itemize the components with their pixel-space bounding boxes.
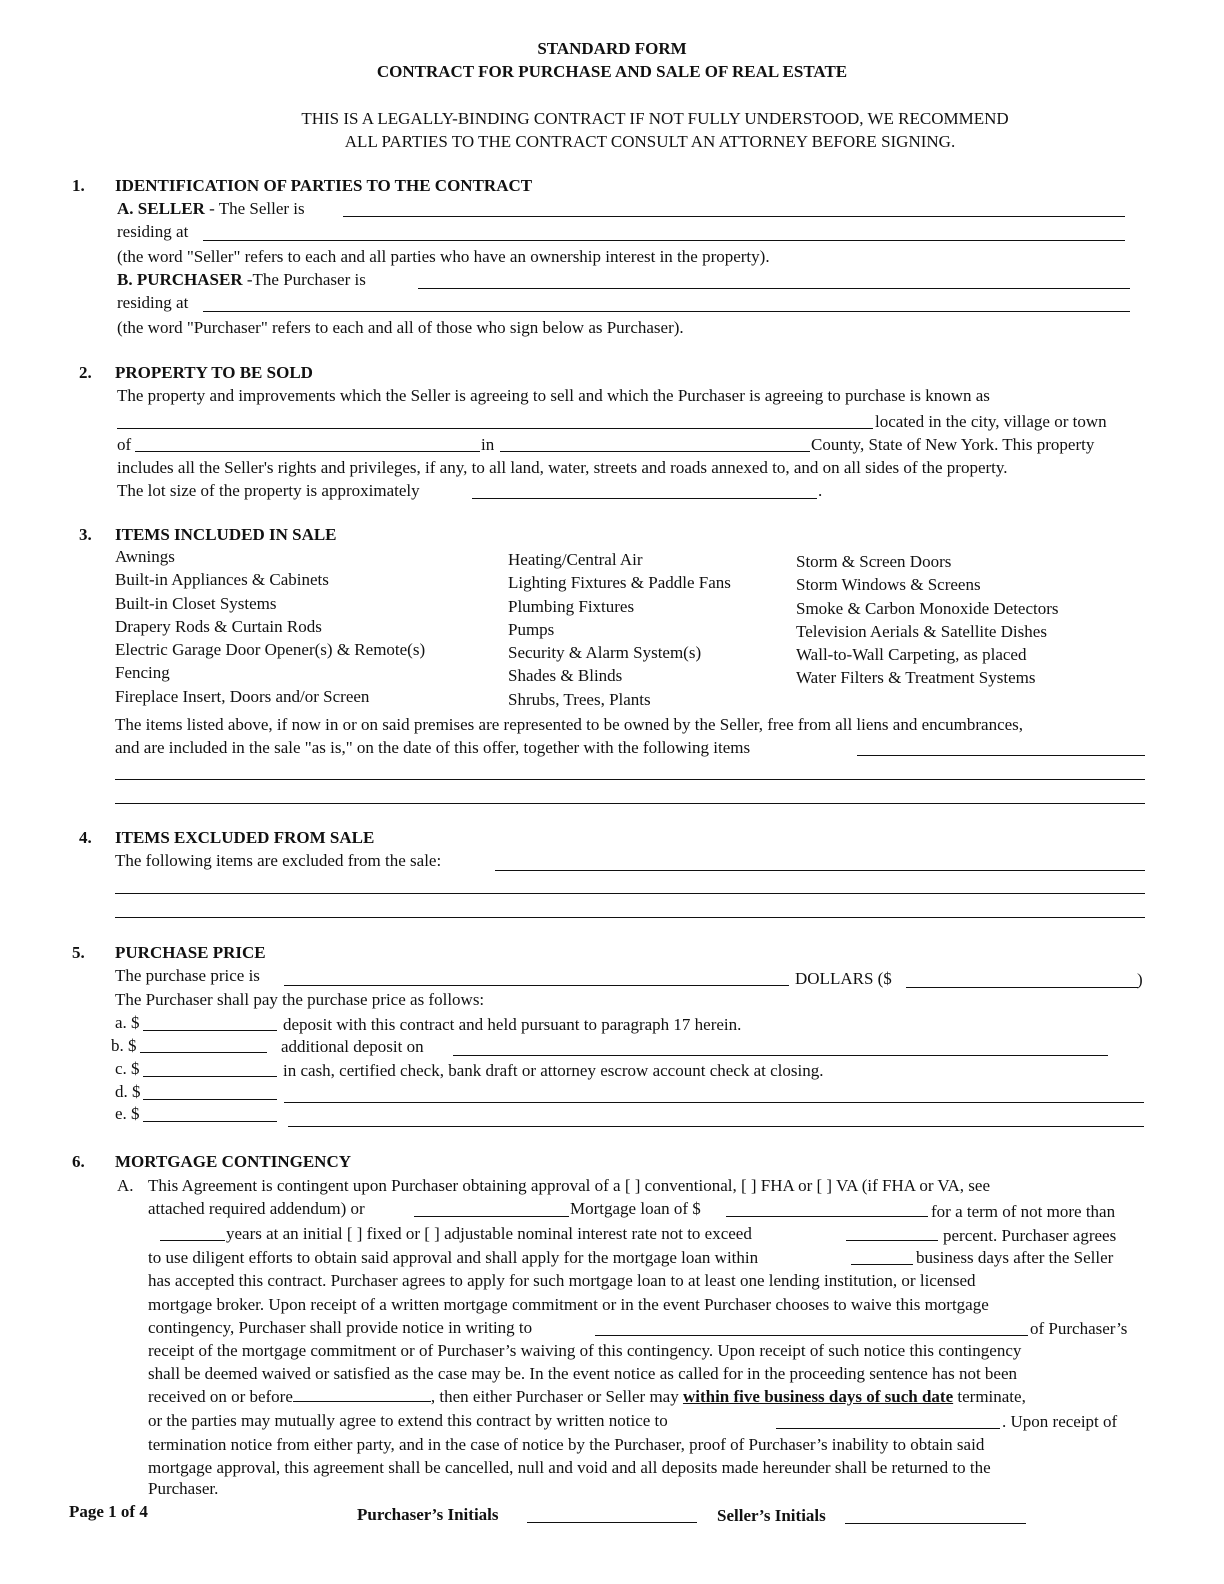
included-item: Lighting Fixtures & Paddle Fans	[508, 573, 731, 593]
included-items-para-2: and are included in the sale "as is," on the date of this offer, together with the following items	[115, 738, 751, 757]
page-number: Page 1 of 4	[69, 1502, 148, 1521]
included-items-para-1: The items listed above, if now in or on said premises are represented to be owned by the Seller, free from all liens and encumbrances,	[115, 715, 1024, 734]
payment-c-label: c. $	[115, 1059, 140, 1078]
seller-initials-field[interactable]	[845, 1523, 1026, 1524]
mortgage-apply-days-field[interactable]	[851, 1264, 913, 1265]
mortgage-line-4a: to use diligent efforts to obtain said approval and shall apply for the mortgage loan within	[148, 1248, 759, 1267]
included-items-col-1	[115, 545, 425, 708]
property-county-field[interactable]	[500, 451, 810, 452]
payment-a-amount-field[interactable]	[143, 1030, 277, 1031]
property-in-label: in	[481, 435, 495, 454]
included-item: Shades & Blinds	[508, 666, 623, 686]
purchase-pay-as-follows: The Purchaser shall pay the purchase price as follows:	[115, 990, 485, 1009]
property-of-label: of	[117, 435, 132, 454]
mortgage-line-2c: for a term of not more than	[931, 1202, 1116, 1221]
mortgage-deadline-field[interactable]	[293, 1385, 431, 1402]
included-item: Electric Garage Door Opener(s) & Remote(s)	[115, 640, 426, 660]
mortgage-type-field[interactable]	[414, 1216, 569, 1217]
property-line-4: includes all the Seller's rights and privileges, if any, to all land, water, streets and roads annexed to, and on all sides of the property.	[117, 458, 1008, 477]
mortgage-line-3b: percent. Purchaser agrees	[943, 1226, 1117, 1245]
mortgage-line-11a: or the parties may mutually agree to extend this contract by written notice to	[148, 1411, 668, 1430]
included-item: Television Aerials & Satellite Dishes	[796, 621, 1047, 641]
mortgage-line-2a: attached required addendum) or	[148, 1199, 365, 1218]
section-3-number: 3.	[79, 525, 92, 544]
warning-line-1: THIS IS A LEGALLY-BINDING CONTRACT IF NOT FULLY UNDERSTOOD, WE RECOMMEND	[301, 109, 1009, 128]
mortgage-line-4b: business days after the Seller	[916, 1248, 1114, 1267]
lot-size-field[interactable]	[472, 498, 817, 499]
mortgage-line-7b: of Purchaser’s	[1030, 1319, 1128, 1338]
mortgage-subsection-a-label: A.	[117, 1176, 134, 1195]
seller-address-field[interactable]	[203, 240, 1125, 241]
purchaser-note: (the word "Purchaser" refers to each and all of those who sign below as Purchaser).	[117, 318, 684, 337]
mortgage-line-10b: , then either Purchaser or Seller may	[430, 1387, 683, 1406]
included-item: Awnings	[115, 547, 175, 566]
payment-e-text-field[interactable]	[288, 1126, 1144, 1127]
purchaser-label-row	[117, 268, 366, 291]
mortgage-line-10a: received on or before	[148, 1387, 293, 1406]
included-item: Plumbing Fixtures	[508, 596, 635, 616]
excluded-items-field-1[interactable]	[495, 870, 1145, 871]
included-item: Security & Alarm System(s)	[508, 643, 702, 663]
section-2-heading: PROPERTY TO BE SOLD	[115, 363, 313, 382]
mortgage-line-3a: years at an initial [ ] fixed or [ ] adjustable nominal interest rate not to exceed	[226, 1224, 752, 1243]
section-5-heading: PURCHASE PRICE	[115, 943, 266, 962]
payment-d-text-field[interactable]	[284, 1102, 1144, 1103]
purchaser-name-field[interactable]	[418, 288, 1130, 289]
mortgage-amount-field[interactable]	[726, 1216, 928, 1217]
payment-a-text: deposit with this contract and held pursuant to paragraph 17 herein.	[283, 1015, 742, 1034]
section-1-heading: IDENTIFICATION OF PARTIES TO THE CONTRACT	[115, 176, 533, 195]
included-item: Drapery Rods & Curtain Rods	[115, 616, 322, 636]
section-6-number: 6.	[72, 1152, 85, 1171]
property-located-text: located in the city, village or town	[875, 412, 1107, 431]
section-5-number: 5.	[72, 943, 85, 962]
section-4-heading: ITEMS EXCLUDED FROM SALE	[115, 828, 375, 847]
mortgage-line-2b: Mortgage loan of $	[570, 1199, 701, 1218]
warning-line-2: ALL PARTIES TO THE CONTRACT CONSULT AN ATTORNEY BEFORE SIGNING.	[344, 132, 956, 151]
included-item: Fireplace Insert, Doors and/or Screen	[115, 686, 370, 706]
property-city-field[interactable]	[135, 451, 480, 452]
mortgage-line-10c: within five business days of such date	[682, 1387, 954, 1406]
payment-c-amount-field[interactable]	[143, 1076, 277, 1077]
included-items-col-2	[508, 548, 731, 711]
payment-a-label: a. $	[115, 1013, 140, 1032]
lot-size-label: The lot size of the property is approximately	[117, 481, 420, 500]
seller-text: - The Seller is	[204, 199, 305, 218]
purchase-price-amount-field[interactable]	[906, 987, 1138, 988]
lot-size-period: .	[818, 481, 823, 500]
payment-e-amount-field[interactable]	[143, 1121, 277, 1122]
additional-items-field-1[interactable]	[857, 755, 1145, 756]
included-item: Heating/Central Air	[508, 550, 643, 569]
mortgage-rate-field[interactable]	[846, 1240, 938, 1241]
included-item: Pumps	[508, 619, 555, 639]
purchaser-address-field[interactable]	[203, 311, 1130, 312]
mortgage-line-7a: contingency, Purchaser shall provide notice in writing to	[148, 1318, 533, 1337]
purchase-price-dollars-label: DOLLARS ($	[795, 969, 892, 988]
mortgage-line-10d: terminate,	[953, 1387, 1026, 1406]
mortgage-notice-recipient-field[interactable]	[595, 1335, 1028, 1336]
excluded-items-label: The following items are excluded from the sale:	[115, 851, 442, 870]
included-item: Water Filters & Treatment Systems	[796, 668, 1036, 688]
mortgage-line-11b: . Upon receipt of	[1002, 1412, 1118, 1431]
included-item: Storm Windows & Screens	[796, 575, 981, 595]
purchase-price-close-paren: )	[1137, 970, 1143, 989]
purchase-price-label: The purchase price is	[115, 966, 260, 985]
purchaser-residing-label: residing at	[117, 293, 189, 312]
mortgage-extension-recipient-field[interactable]	[776, 1428, 1000, 1429]
mortgage-line-14: Purchaser.	[148, 1479, 219, 1498]
section-2-number: 2.	[79, 363, 92, 382]
section-1-number: 1.	[72, 176, 85, 195]
included-item: Wall-to-Wall Carpeting, as placed	[796, 645, 1027, 665]
payment-c-text: in cash, certified check, bank draft or attorney escrow account check at closing.	[283, 1061, 824, 1080]
included-item: Fencing	[115, 663, 170, 683]
additional-items-field-3[interactable]	[115, 803, 1145, 804]
purchaser-text: -The Purchaser is	[242, 270, 366, 289]
additional-items-field-2[interactable]	[115, 779, 1145, 780]
seller-note: (the word "Seller" refers to each and all parties who have an ownership interest in the property).	[117, 247, 770, 266]
excluded-items-field-2[interactable]	[115, 893, 1145, 894]
property-known-as-field[interactable]	[117, 428, 873, 429]
included-item: Smoke & Carbon Monoxide Detectors	[796, 598, 1059, 618]
mortgage-line-5: has accepted this contract. Purchaser agrees to apply for such mortgage loan to at least one lending institution, or licensed	[148, 1271, 976, 1290]
mortgage-line-8: receipt of the mortgage commitment or of Purchaser’s waiving of this contingency. Upon receipt of such notice this contingency	[148, 1341, 1022, 1360]
section-6-heading: MORTGAGE CONTINGENCY	[115, 1152, 351, 1171]
mortgage-term-field[interactable]	[160, 1240, 225, 1241]
mortgage-line-9: shall be deemed waived or satisfied as the case may be. In the event notice as called for in the proceeding sentence has not been	[148, 1364, 1018, 1383]
seller-label: A. SELLER	[117, 199, 205, 218]
seller-residing-label: residing at	[117, 222, 189, 241]
payment-b-amount-field[interactable]	[140, 1052, 267, 1053]
included-item: Storm & Screen Doors	[796, 552, 952, 571]
purchaser-label: B. PURCHASER	[117, 270, 243, 289]
mortgage-line-6: mortgage broker. Upon receipt of a written mortgage commitment or in the event Purchaser chooses to waive this mortgage	[148, 1295, 989, 1314]
payment-e-label: e. $	[115, 1104, 140, 1123]
payment-b-label: b. $	[111, 1036, 137, 1055]
form-title: STANDARD FORM	[537, 39, 687, 58]
included-item: Shrubs, Trees, Plants	[508, 689, 651, 709]
purchase-price-words-field[interactable]	[284, 985, 789, 986]
included-items-col-3	[796, 550, 1059, 690]
seller-name-field[interactable]	[343, 216, 1125, 217]
included-item: Built-in Appliances & Cabinets	[115, 570, 329, 590]
payment-d-label: d. $	[115, 1082, 141, 1101]
purchaser-initials-field[interactable]	[527, 1522, 697, 1523]
form-subtitle: CONTRACT FOR PURCHASE AND SALE OF REAL ESTATE	[376, 62, 848, 81]
payment-b-text: additional deposit on	[281, 1037, 424, 1056]
section-3-heading: ITEMS INCLUDED IN SALE	[115, 525, 337, 544]
mortgage-line-10	[148, 1385, 1026, 1408]
purchaser-initials-label: Purchaser’s Initials	[357, 1505, 499, 1524]
property-line-1: The property and improvements which the Seller is agreeing to sell and which the Purchaser is agreeing to purchase is known as	[117, 386, 990, 405]
property-county-text: County, State of New York. This property	[811, 435, 1095, 454]
seller-initials-label: Seller’s Initials	[717, 1506, 826, 1525]
payment-d-amount-field[interactable]	[143, 1099, 277, 1100]
included-item: Built-in Closet Systems	[115, 593, 277, 613]
payment-b-date-field[interactable]	[453, 1055, 1108, 1056]
excluded-items-field-3[interactable]	[115, 917, 1145, 918]
seller-label-row	[117, 197, 305, 220]
mortgage-line-12: termination notice from either party, and in the case of notice by the Purchaser, proof of Purchaser’s inability to obtain said	[148, 1435, 985, 1454]
mortgage-line-1: This Agreement is contingent upon Purchaser obtaining approval of a [ ] conventional, [ ] FHA or [ ] VA (if FHA or VA, see	[148, 1176, 990, 1195]
mortgage-line-13: mortgage approval, this agreement shall be cancelled, null and void and all deposits made hereunder shall be returned to the	[148, 1458, 991, 1477]
section-4-number: 4.	[79, 828, 92, 847]
